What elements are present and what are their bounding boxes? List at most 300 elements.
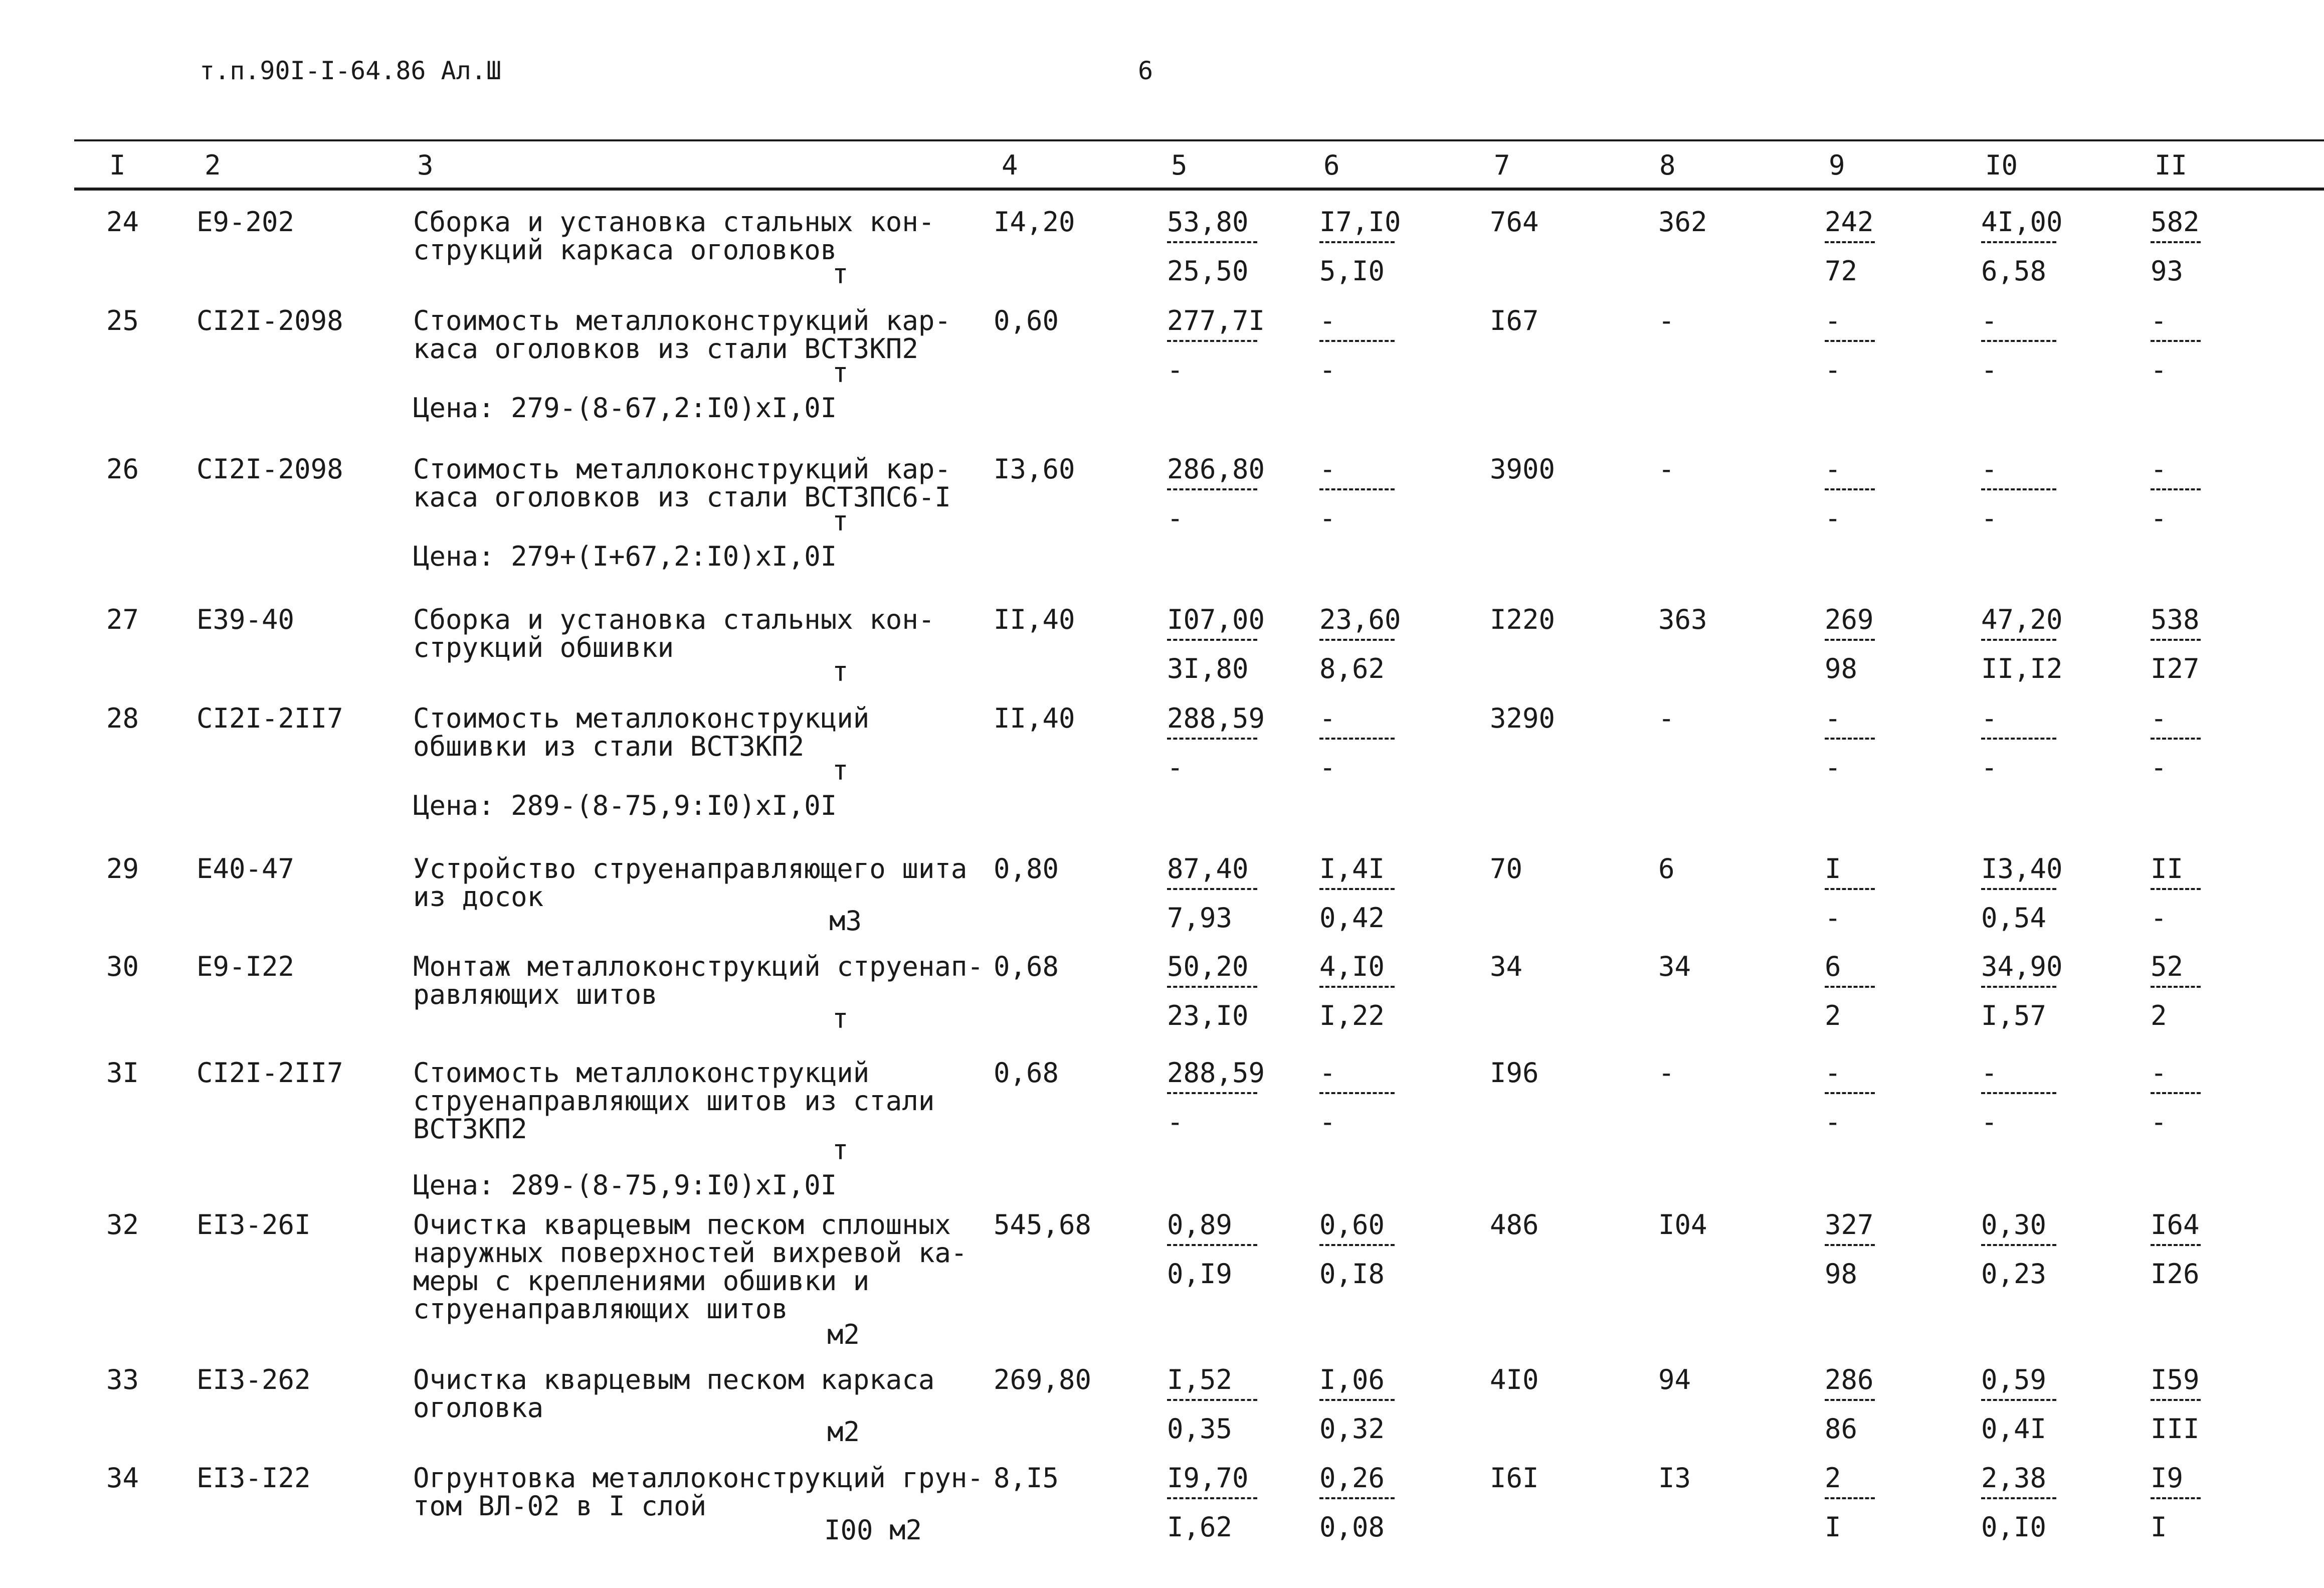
fraction-bar — [1167, 986, 1257, 990]
rate-code: E9-I22 — [197, 951, 295, 982]
description-line: Сборка и установка стальных кон- — [413, 206, 935, 238]
cost-fraction-c11 — [2151, 704, 2201, 782]
fraction-bottom: 72 — [1825, 255, 1858, 287]
fraction-bottom: I,62 — [1167, 1511, 1233, 1543]
fraction-top: 582 — [2151, 206, 2200, 238]
fraction-top: 50,20 — [1167, 951, 1249, 982]
total-cost: 3900 — [1490, 453, 1556, 485]
fraction-bar — [1825, 241, 1875, 245]
cost-fraction-c6 — [1319, 1366, 1395, 1443]
fraction-bar — [1167, 1399, 1257, 1403]
description-line: Стоимость металлоконструкций кар- — [413, 305, 951, 336]
fraction-top: - — [2151, 453, 2167, 485]
fraction-bar — [1825, 1244, 1875, 1248]
fraction-top: 286,80 — [1167, 453, 1265, 485]
fraction-top: I64 — [2151, 1209, 2200, 1241]
measure-unit: т — [832, 258, 849, 290]
description-line: струенаправляющих шитов из стали — [413, 1085, 935, 1117]
fraction-bottom: - — [1825, 354, 1841, 386]
quantity: 0,68 — [994, 951, 1059, 982]
rate-code: E40-47 — [197, 853, 295, 885]
fraction-bar — [1981, 488, 2056, 492]
fraction-bottom: I26 — [2151, 1258, 2200, 1290]
fraction-bottom: 0,23 — [1981, 1258, 2047, 1290]
wages-total: 6 — [1658, 853, 1675, 885]
cost-fraction-c9 — [1825, 953, 1875, 1030]
row-number: 25 — [106, 305, 139, 336]
column-number: 5 — [1171, 149, 1188, 181]
description-line: оголовка — [413, 1392, 544, 1424]
wages-total: 362 — [1658, 206, 1707, 238]
total-cost: 486 — [1490, 1209, 1539, 1241]
column-number: 4 — [1002, 149, 1018, 181]
description-line: Огрунтовка металлоконструкций грун- — [413, 1462, 984, 1494]
fraction-bar — [2151, 738, 2201, 742]
rate-code: CI2I-2098 — [197, 453, 343, 485]
fraction-top: 23,60 — [1319, 604, 1401, 635]
fraction-bottom: 6,58 — [1981, 255, 2047, 287]
total-cost: 34 — [1490, 951, 1523, 982]
fraction-bar — [2151, 1399, 2201, 1403]
description-line: из досок — [413, 881, 544, 913]
measure-unit: т — [832, 755, 849, 786]
fraction-bar — [2151, 639, 2201, 643]
total-cost: 4I0 — [1490, 1364, 1539, 1395]
fraction-top: - — [1825, 305, 1841, 336]
work-description — [413, 953, 984, 1009]
fraction-bottom: - — [2151, 1106, 2167, 1138]
page-number: 6 — [1138, 56, 1153, 85]
fraction-bottom: 98 — [1825, 1258, 1858, 1290]
cost-fraction-c9 — [1825, 455, 1875, 533]
cost-fraction-c6 — [1319, 455, 1395, 533]
fraction-bottom: 98 — [1825, 653, 1858, 684]
fraction-top: - — [1319, 305, 1336, 336]
row-number: 29 — [106, 853, 139, 885]
column-number: I0 — [1985, 149, 2018, 181]
fraction-top: 0,30 — [1981, 1209, 2047, 1241]
cost-fraction-c11 — [2151, 1211, 2201, 1288]
fraction-top: - — [1825, 453, 1841, 485]
fraction-bottom: 0,I9 — [1167, 1258, 1233, 1290]
fraction-bar — [1167, 1497, 1257, 1501]
column-number: 7 — [1494, 149, 1510, 181]
fraction-top: 288,59 — [1167, 702, 1265, 734]
fraction-bottom: 86 — [1825, 1413, 1858, 1445]
fraction-bar — [1319, 738, 1395, 742]
cost-fraction-c11 — [2151, 953, 2201, 1030]
price-formula: Цена: 289-(8-75,9:I0)xI,0I — [413, 1169, 837, 1201]
fraction-top: 269 — [1825, 604, 1874, 635]
fraction-bottom: 0,35 — [1167, 1413, 1233, 1445]
fraction-bottom: 93 — [2151, 255, 2184, 287]
cost-fraction-c10 — [1981, 704, 2056, 782]
cost-fraction-c9 — [1825, 307, 1875, 384]
cost-fraction-c9 — [1825, 1211, 1875, 1288]
cost-fraction-c6 — [1319, 208, 1401, 285]
fraction-top: 327 — [1825, 1209, 1874, 1241]
cost-fraction-c5 — [1167, 704, 1265, 782]
measure-unit: т — [832, 1134, 849, 1166]
description-line: ВСТЗКП2 — [413, 1113, 527, 1145]
cost-fraction-c11 — [2151, 455, 2201, 533]
cost-fraction-c6 — [1319, 307, 1395, 384]
fraction-top: 2,38 — [1981, 1462, 2047, 1494]
price-formula: Цена: 279+(I+67,2:I0)xI,0I — [413, 541, 837, 572]
wages-total: I3 — [1658, 1462, 1691, 1494]
row-number: 24 — [106, 206, 139, 238]
rate-code: CI2I-2II7 — [197, 702, 343, 734]
fraction-top: - — [1981, 305, 1998, 336]
fraction-bar — [1825, 340, 1875, 344]
fraction-top: - — [2151, 702, 2167, 734]
fraction-bottom: - — [2151, 752, 2167, 783]
fraction-bar — [1825, 1497, 1875, 1501]
fraction-top: 52 — [2151, 951, 2184, 982]
measure-unit: т — [832, 1003, 849, 1034]
fraction-bottom: - — [2151, 502, 2167, 534]
cost-fraction-c5 — [1167, 1211, 1257, 1288]
cost-fraction-c5 — [1167, 1366, 1257, 1443]
measure-unit: т — [832, 505, 849, 537]
fraction-bottom: 0,08 — [1319, 1511, 1385, 1543]
fraction-bottom: - — [2151, 354, 2167, 386]
cost-fraction-c11 — [2151, 1059, 2201, 1136]
wages-total: - — [1658, 702, 1675, 734]
fraction-bottom: - — [1319, 502, 1336, 534]
fraction-bar — [2151, 1497, 2201, 1501]
fraction-top: - — [1825, 1057, 1841, 1089]
quantity: II,40 — [994, 604, 1075, 635]
column-number: 6 — [1323, 149, 1340, 181]
measure-unit: м2 — [827, 1416, 860, 1448]
header-bottom-rule — [74, 188, 2324, 191]
fraction-bottom: - — [1825, 752, 1841, 783]
description-line: Стоимость металлоконструкций кар- — [413, 453, 951, 485]
fraction-bar — [1319, 488, 1395, 492]
fraction-bottom: - — [2151, 902, 2167, 934]
fraction-bar — [2151, 986, 2201, 990]
description-line: Сборка и установка стальных кон- — [413, 604, 935, 635]
fraction-bar — [1319, 986, 1395, 990]
quantity: 0,68 — [994, 1057, 1059, 1089]
cost-fraction-c9 — [1825, 1464, 1875, 1541]
fraction-bar — [1981, 1399, 2056, 1403]
cost-fraction-c11 — [2151, 1366, 2201, 1443]
cost-fraction-c11 — [2151, 606, 2201, 683]
total-cost: 764 — [1490, 206, 1539, 238]
fraction-top: - — [2151, 1057, 2167, 1089]
fraction-bottom: 0,I8 — [1319, 1258, 1385, 1290]
fraction-bottom: 0,32 — [1319, 1413, 1385, 1445]
fraction-bottom: - — [1981, 752, 1998, 783]
column-number: 3 — [417, 149, 434, 181]
fraction-top: I9,70 — [1167, 1462, 1249, 1494]
fraction-top: I,4I — [1319, 853, 1385, 885]
work-description — [413, 208, 934, 264]
total-cost: 3290 — [1490, 702, 1556, 734]
row-number: 34 — [106, 1462, 139, 1494]
wages-total: 363 — [1658, 604, 1707, 635]
fraction-bar — [1167, 488, 1257, 492]
row-number: 32 — [106, 1209, 139, 1241]
description-line: Устройство струенаправляющего шита — [413, 853, 967, 885]
cost-fraction-c10 — [1981, 1366, 2056, 1443]
cost-fraction-c6 — [1319, 855, 1395, 932]
fraction-top: - — [1981, 1057, 1998, 1089]
fraction-bottom: - — [1167, 752, 1184, 783]
fraction-bottom: 25,50 — [1167, 255, 1249, 287]
quantity: I4,20 — [994, 206, 1075, 238]
cost-fraction-c10 — [1981, 1059, 2056, 1136]
column-number: 2 — [205, 149, 221, 181]
wages-total: I04 — [1658, 1209, 1707, 1241]
cost-fraction-c5 — [1167, 606, 1265, 683]
fraction-bar — [1981, 1244, 2056, 1248]
description-line: Стоимость металлоконструкций — [413, 702, 870, 734]
fraction-bottom: 23,I0 — [1167, 1000, 1249, 1031]
cost-fraction-c6 — [1319, 704, 1395, 782]
fraction-bar — [1981, 639, 2056, 643]
wages-total: - — [1658, 305, 1675, 336]
row-number: 3I — [106, 1057, 139, 1089]
fraction-bottom: I,57 — [1981, 1000, 2047, 1031]
work-description — [413, 455, 951, 511]
column-number: 9 — [1829, 149, 1845, 181]
fraction-bar — [1825, 1092, 1875, 1096]
cost-fraction-c9 — [1825, 208, 1875, 285]
description-line: каса оголовков из стали ВСТЗКП2 — [413, 333, 918, 365]
fraction-bar — [2151, 488, 2201, 492]
fraction-bar — [1319, 1399, 1395, 1403]
row-number: 26 — [106, 453, 139, 485]
quantity: 545,68 — [994, 1209, 1092, 1241]
wages-total: - — [1658, 1057, 1675, 1089]
fraction-bar — [1319, 888, 1395, 892]
work-description — [413, 606, 934, 662]
cost-fraction-c5 — [1167, 455, 1265, 533]
measure-unit: м3 — [829, 905, 862, 937]
fraction-top: I3,40 — [1981, 853, 2063, 885]
fraction-top: 87,40 — [1167, 853, 1249, 885]
fraction-top: - — [1825, 702, 1841, 734]
fraction-top: I07,00 — [1167, 604, 1265, 635]
quantity: 269,80 — [994, 1364, 1092, 1395]
cost-fraction-c10 — [1981, 455, 2056, 533]
fraction-bottom: - — [1319, 354, 1336, 386]
quantity: 0,80 — [994, 853, 1059, 885]
work-description — [413, 1366, 934, 1422]
fraction-bottom: - — [1825, 502, 1841, 534]
fraction-bottom: 2 — [1825, 1000, 1841, 1031]
fraction-bar — [1167, 738, 1257, 742]
cost-fraction-c10 — [1981, 1211, 2056, 1288]
cost-fraction-c9 — [1825, 855, 1875, 932]
fraction-bottom: 2 — [2151, 1000, 2167, 1031]
measure-unit: м2 — [827, 1319, 860, 1350]
fraction-bar — [1167, 1092, 1257, 1096]
measure-unit: I00 м2 — [824, 1514, 922, 1546]
fraction-top: 0,26 — [1319, 1462, 1385, 1494]
fraction-bar — [1825, 738, 1875, 742]
fraction-top: - — [1319, 1057, 1336, 1089]
rate-code: E9-202 — [197, 206, 295, 238]
description-line: струенаправляющих шитов — [413, 1293, 788, 1325]
fraction-top: 288,59 — [1167, 1057, 1265, 1089]
cost-fraction-c6 — [1319, 1464, 1395, 1541]
quantity: 8,I5 — [994, 1462, 1059, 1494]
fraction-bar — [1981, 738, 2056, 742]
fraction-top: 53,80 — [1167, 206, 1249, 238]
fraction-top: 0,60 — [1319, 1209, 1385, 1241]
fraction-bottom: - — [1825, 902, 1841, 934]
fraction-top: 47,20 — [1981, 604, 2063, 635]
work-description — [413, 855, 967, 911]
fraction-bottom: 7,93 — [1167, 902, 1233, 934]
cost-fraction-c9 — [1825, 704, 1875, 782]
description-line: наружных поверхностей вихревой ка- — [413, 1237, 967, 1269]
fraction-top: 2 — [1825, 1462, 1841, 1494]
fraction-bottom: 0,42 — [1319, 902, 1385, 934]
fraction-top: 34,90 — [1981, 951, 2063, 982]
description-line: Стоимость металлоконструкций — [413, 1057, 870, 1089]
total-cost: I96 — [1490, 1057, 1539, 1089]
total-cost: 70 — [1490, 853, 1523, 885]
fraction-bottom: - — [1167, 1106, 1184, 1138]
fraction-bottom: - — [1981, 354, 1998, 386]
fraction-bottom: - — [1981, 502, 1998, 534]
total-cost: I67 — [1490, 305, 1539, 336]
fraction-top: 0,89 — [1167, 1209, 1233, 1241]
fraction-top: I9 — [2151, 1462, 2184, 1494]
fraction-bar — [1825, 488, 1875, 492]
fraction-bottom: - — [1825, 1106, 1841, 1138]
description-line: струкций каркаса оголовков — [413, 234, 837, 266]
fraction-bottom: I27 — [2151, 653, 2200, 684]
cost-fraction-c11 — [2151, 307, 2201, 384]
fraction-bar — [1319, 1244, 1395, 1248]
total-cost: I6I — [1490, 1462, 1539, 1494]
cost-fraction-c6 — [1319, 606, 1401, 683]
fraction-top: 0,59 — [1981, 1364, 2047, 1395]
fraction-bar — [2151, 888, 2201, 892]
description-line: обшивки из стали ВСТЗКП2 — [413, 731, 805, 762]
header-top-rule — [74, 139, 2324, 141]
cost-fraction-c10 — [1981, 307, 2056, 384]
fraction-bar — [1981, 1092, 2056, 1096]
rate-code: CI2I-2II7 — [197, 1057, 343, 1089]
rate-code: EI3-I22 — [197, 1462, 311, 1494]
measure-unit: т — [832, 656, 849, 687]
rate-code: CI2I-2098 — [197, 305, 343, 336]
fraction-top: - — [1981, 453, 1998, 485]
description-line: том ВЛ-02 в I слой — [413, 1490, 707, 1522]
fraction-top: - — [2151, 305, 2167, 336]
price-formula: Цена: 279-(8-67,2:I0)xI,0I — [413, 392, 837, 424]
fraction-bar — [1319, 241, 1395, 245]
cost-fraction-c11 — [2151, 1464, 2201, 1541]
fraction-top: I,06 — [1319, 1364, 1385, 1395]
fraction-top: I59 — [2151, 1364, 2200, 1395]
rate-code: E39-40 — [197, 604, 295, 635]
cost-fraction-c5 — [1167, 307, 1265, 384]
row-number: 28 — [106, 702, 139, 734]
fraction-bar — [1825, 888, 1875, 892]
fraction-bar — [1981, 888, 2056, 892]
work-description — [413, 1211, 967, 1323]
fraction-top: 6 — [1825, 951, 1841, 982]
row-number: 27 — [106, 604, 139, 635]
cost-fraction-c9 — [1825, 1059, 1875, 1136]
fraction-bottom: III — [2151, 1413, 2200, 1445]
cost-fraction-c6 — [1319, 953, 1395, 1030]
fraction-bar — [1981, 1497, 2056, 1501]
work-description — [413, 1464, 984, 1520]
fraction-bar — [1167, 241, 1257, 245]
column-number: 8 — [1659, 149, 1676, 181]
quantity: I3,60 — [994, 453, 1075, 485]
fraction-top: 277,7I — [1167, 305, 1265, 336]
rate-code: EI3-26I — [197, 1209, 311, 1241]
fraction-bar — [1319, 1092, 1395, 1096]
work-description — [413, 1059, 934, 1143]
rate-code: EI3-262 — [197, 1364, 311, 1395]
fraction-bar — [1981, 986, 2056, 990]
fraction-bar — [1981, 241, 2056, 245]
fraction-bar — [2151, 1092, 2201, 1096]
fraction-bar — [1319, 639, 1395, 643]
work-description — [413, 704, 869, 761]
cost-fraction-c9 — [1825, 606, 1875, 683]
fraction-bottom: - — [1167, 502, 1184, 534]
fraction-bar — [1319, 1497, 1395, 1501]
cost-fraction-c5 — [1167, 855, 1257, 932]
work-description — [413, 307, 951, 363]
cost-fraction-c10 — [1981, 953, 2063, 1030]
cost-fraction-c10 — [1981, 1464, 2056, 1541]
fraction-top: 4I,00 — [1981, 206, 2063, 238]
fraction-top: - — [1981, 702, 1998, 734]
fraction-bottom: - — [1167, 354, 1184, 386]
wages-total: 94 — [1658, 1364, 1691, 1395]
cost-fraction-c6 — [1319, 1211, 1395, 1288]
fraction-bottom: 0,I0 — [1981, 1511, 2047, 1543]
description-line: Очистка кварцевым песком сплошных — [413, 1209, 951, 1241]
cost-fraction-c10 — [1981, 855, 2063, 932]
fraction-bar — [1825, 639, 1875, 643]
cost-fraction-c5 — [1167, 1464, 1257, 1541]
description-line: каса оголовков из стали ВСТЗПС6-I — [413, 481, 951, 513]
fraction-bar — [1167, 639, 1257, 643]
fraction-bottom: II,I2 — [1981, 653, 2063, 684]
cost-fraction-c6 — [1319, 1059, 1395, 1136]
column-number: I — [109, 149, 126, 181]
cost-fraction-c5 — [1167, 953, 1257, 1030]
fraction-bar — [2151, 1244, 2201, 1248]
fraction-bottom: 3I,80 — [1167, 653, 1249, 684]
price-formula: Цена: 289-(8-75,9:I0)xI,0I — [413, 790, 837, 821]
fraction-bottom: I — [1825, 1511, 1841, 1543]
fraction-bar — [1825, 986, 1875, 990]
fraction-bottom: 0,4I — [1981, 1413, 2047, 1445]
document-code: т.п.90I-I-64.86 Ал.Ш — [200, 56, 502, 85]
fraction-bottom: I,22 — [1319, 1000, 1385, 1031]
fraction-top: II — [2151, 853, 2184, 885]
fraction-bar — [1319, 340, 1395, 344]
fraction-bottom: - — [1319, 1106, 1336, 1138]
fraction-top: 4,I0 — [1319, 951, 1385, 982]
description-line: меры с креплениями обшивки и — [413, 1265, 870, 1297]
